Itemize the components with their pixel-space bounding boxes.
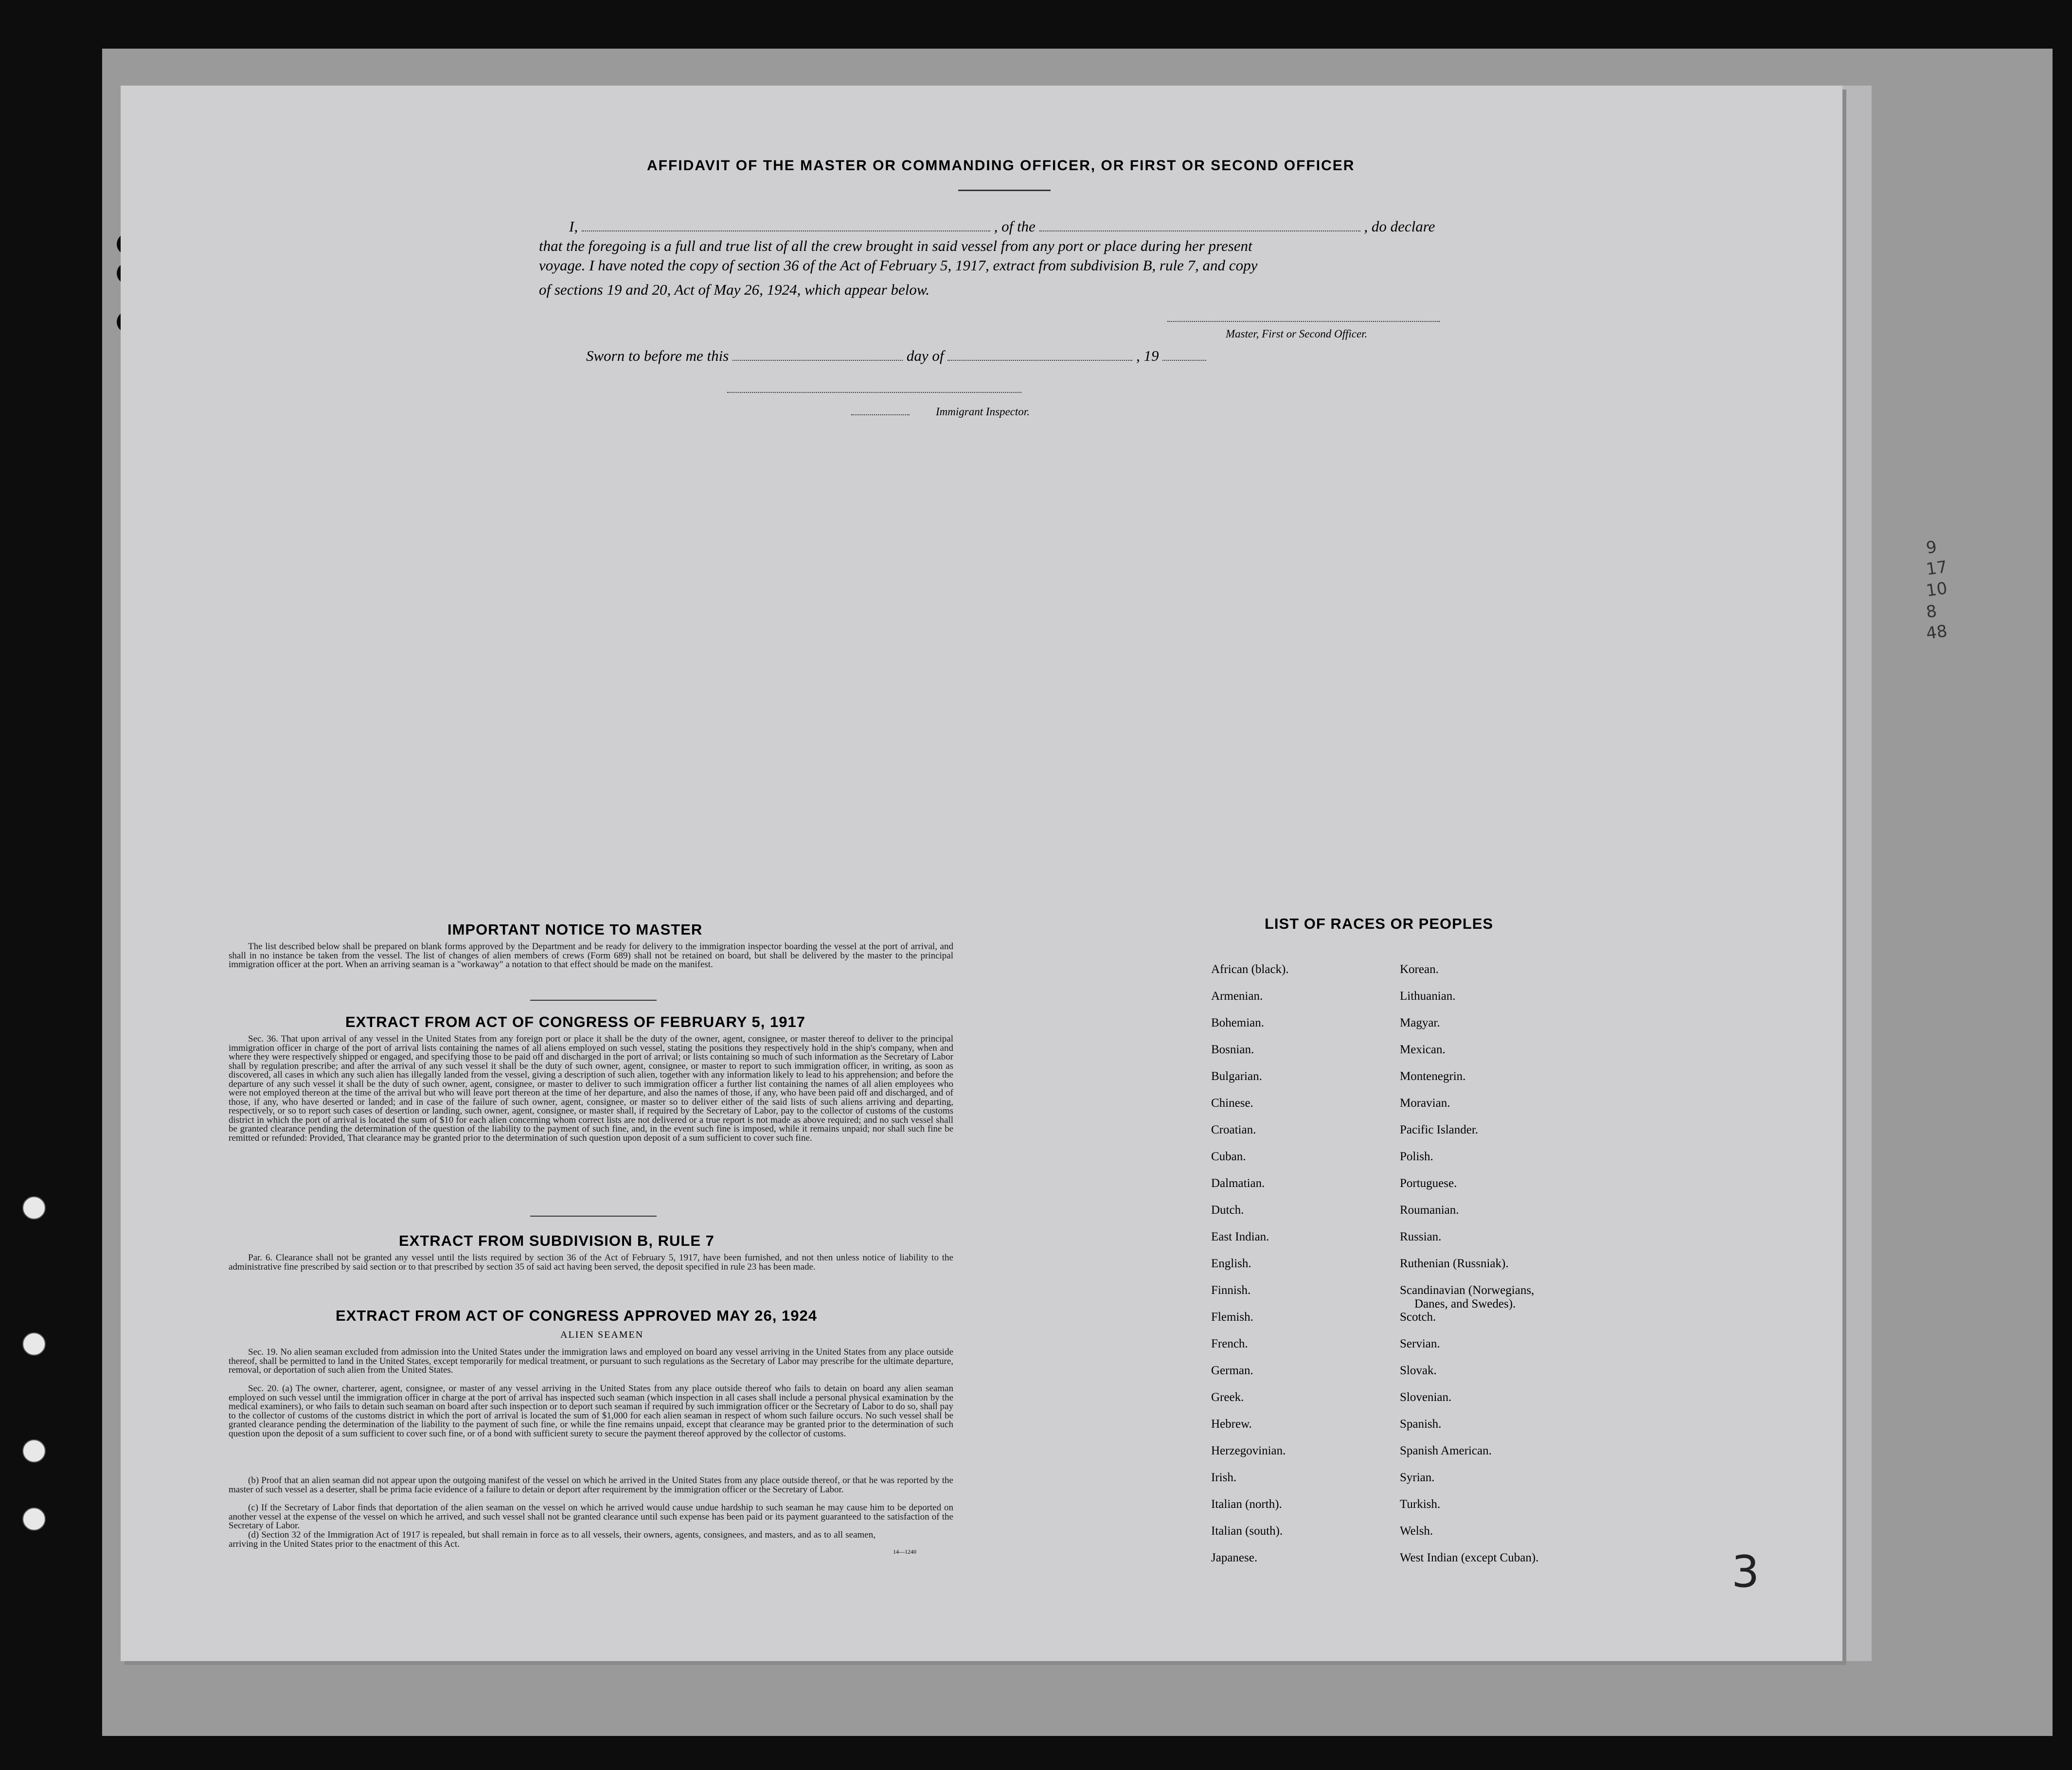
race-item: Greek. xyxy=(1211,1391,1244,1404)
sworn-line xyxy=(586,346,1206,366)
handwritten-number: 8 xyxy=(1925,601,1938,622)
binder-hole xyxy=(22,1332,46,1356)
affidavit-line-4: of sections 19 and 20, Act of May 26, 1924, which appear below. xyxy=(539,281,930,298)
race-item: Bohemian. xyxy=(1211,1016,1265,1029)
sec19-text: Sec. 19. No alien seaman excluded from admission into the United States under the immigration laws and employed on board any vessel arriving in the United States from any place outside thereof, shall be permitted to land in the United States, except temporarily for medical treatment, or pursuant to such regulations as the Secretary of Labor may prescribe for the ultimate departure, removal, or deportation of such alien from the United States. xyxy=(229,1347,953,1375)
race-item: English. xyxy=(1211,1257,1251,1270)
affidavit-line-1 xyxy=(569,217,1435,236)
sec20d-text: (d) Section 32 of the Immigration Act of 1917 is repealed, but shall remain in force as to all vessels, their owners, agents, consignees, and masters, and as to all seamen, arriving in the United States prior to the enactment of this Act. xyxy=(229,1530,875,1549)
race-item: Scandinavian (Norwegians, xyxy=(1400,1284,1535,1297)
race-item: East Indian. xyxy=(1211,1230,1269,1243)
race-item: Spanish. xyxy=(1400,1417,1442,1431)
sworn-month-field[interactable] xyxy=(947,350,1132,361)
extract-rule7-heading: EXTRACT FROM SUBDIVISION B, RULE 7 xyxy=(399,1232,714,1249)
race-item: Bosnian. xyxy=(1211,1043,1254,1056)
master-signature-field[interactable] xyxy=(1167,321,1440,322)
affidavit-line-3: voyage. I have noted the copy of section 36 of the Act of February 5, 1917, extract from subdivision B, rule 7, and copy xyxy=(539,257,1258,274)
form-number: 14—1240 xyxy=(893,1548,916,1555)
extract-1917-text: Sec. 36. That upon arrival of any vessel in the United States from any foreign port or place it shall be the duty of the owner, agent, consignee, or master thereof to deliver to the principal immigration officer in charge of the port of arrival lists containing the names of all aliens employed on such vessel, stating the positions they respectively hold in the ship's company, when and where they were respectively shipped or engaged, and specifying those to be paid off and discharged in the port of arrival; or lists containing so much of such information as the Secretary of Labor shall by regulation prescribe; and after the arrival of any such vessel it shall be the duty of such owner, agent, consignee, or master to report to such immigration officer, in writing, as soon as discovered, all cases in which any such alien has illegally landed from the vessel, giving a description of such alien, together with any information likely to lead to his apprehension; and before the departure of any such vessel it shall be the duty of such owner, agent, consignee, or master to deliver to such immigration officer a further list containing the names of all alien employees who were not employed thereon at the time of the arrival but who will leave port thereon at the time of her departure, and also the names of those, if any, who have been paid off and discharged, and of those, if any, who have deserted or landed; and in case of the failure of such owner, agent, consignee, or master so to deliver either of the said lists of such aliens arriving and departing, respectively, or so to report such cases of desertion or landing, such owner, agent, consignee, or master shall, if required by the Secretary of Labor, pay to the collector of customs of the customs district in which the port of arrival is located the sum of $10 for each alien concerning whom correct lists are not delivered or a true report is not made as above required; and no such vessel shall be granted clearance pending the determination of the question of the liability to the payment of such fine, and, in the event such fine is imposed, while it remains unpaid; nor shall such fine be remitted or refunded: Provided, That clearance may be granted prior to the determination of such question upon deposit of a sum sufficient to cover such fine. xyxy=(229,1034,953,1143)
sworn-day-field[interactable] xyxy=(732,350,903,361)
race-item: Slovenian. xyxy=(1400,1391,1452,1404)
race-item: Italian (north). xyxy=(1211,1498,1282,1511)
race-item: Polish. xyxy=(1400,1150,1433,1163)
race-item: Magyar. xyxy=(1400,1016,1440,1029)
day-of-label: day of xyxy=(906,347,944,364)
year-label: , 19 xyxy=(1136,347,1159,364)
race-item: Chinese. xyxy=(1211,1097,1253,1110)
extract-1924-heading: EXTRACT FROM ACT OF CONGRESS APPROVED MAY 26, 1924 xyxy=(336,1307,817,1324)
sworn-year-field[interactable] xyxy=(1162,350,1206,361)
i-label: I, xyxy=(569,218,578,235)
race-item: Finnish. xyxy=(1211,1284,1251,1297)
master-caption: Master, First or Second Officer. xyxy=(1226,328,1368,340)
extract-rule7-text: Par. 6. Clearance shall not be granted any vessel until the lists required by section 36 of the Act of February 5, 1917, have been furnished, and not then unless notice of liability to the administrative fine prescribed by said section or to that prescribed by section 35 of said act having been served, the deposit specified in rule 23 has been made. xyxy=(229,1253,953,1272)
race-item: Ruthenian (Russniak). xyxy=(1400,1257,1509,1270)
race-item: Armenian. xyxy=(1211,990,1263,1003)
race-item: Turkish. xyxy=(1400,1498,1441,1511)
extract-1917-heading: EXTRACT FROM ACT OF CONGRESS OF FEBRUARY 5, 1917 xyxy=(345,1013,805,1030)
race-item: Dutch. xyxy=(1211,1204,1244,1217)
sec20b-text: (b) Proof that an alien seaman did not appear upon the outgoing manifest of the vessel on which he arrived in the United States from any place outside thereof, or that he was reported by the master of such vessel as a deserter, shall be prima facie evidence of a failure to detain or deport after requirement by the immigration officer or the Secretary of Labor. xyxy=(229,1475,953,1495)
inspector-signature-field-2[interactable] xyxy=(851,414,910,415)
race-item: German. xyxy=(1211,1364,1253,1377)
inspector-signature-field[interactable] xyxy=(727,392,1021,393)
race-item: Mexican. xyxy=(1400,1043,1446,1056)
race-item: Flemish. xyxy=(1211,1310,1253,1324)
binder-hole xyxy=(22,1507,46,1531)
race-item: Bulgarian. xyxy=(1211,1070,1262,1083)
race-item: Cuban. xyxy=(1211,1150,1246,1163)
race-item: French. xyxy=(1211,1337,1248,1350)
inspector-caption: Immigrant Inspector. xyxy=(936,406,1030,418)
handwritten-number: 17 xyxy=(1925,557,1949,580)
race-item: Moravian. xyxy=(1400,1097,1450,1110)
race-item: Hebrew. xyxy=(1211,1417,1252,1431)
race-item: Japanese. xyxy=(1211,1551,1258,1564)
handwritten-margin-numbers xyxy=(1926,535,1965,642)
race-item: Syrian. xyxy=(1400,1471,1435,1484)
handwritten-number: 9 xyxy=(1925,537,1938,558)
race-item: West Indian (except Cuban). xyxy=(1400,1551,1539,1564)
race-item: Welsh. xyxy=(1400,1524,1433,1538)
sec20a-text: Sec. 20. (a) The owner, charterer, agent, consignee, or master of any vessel arriving in the United States from any place outside thereof who fails to detain on board any alien seaman employed on such vessel until the immigration officer in charge at the port of arrival has inspected such seaman (which inspection in all cases shall include a personal physical examination by the medical examiners), or who fails to detain such seaman on board after such inspection or to deport such seaman if required by such immigration officer or the Secretary of Labor to do so, shall pay to the collector of customs of the customs district in which the port of arrival is located the sum of $1,000 for each alien seaman in respect of whom such failure occurs. No such vessel shall be granted clearance pending the determination of the liability to the payment of such fine, or while the fine remains unpaid, except that clearance may be granted prior to the determination of such question upon the deposit of a sum sufficient to cover such fine, or of a bond with sufficient surety to secure the payment thereof approved by the collector of customs. xyxy=(229,1383,953,1439)
race-item: Slovak. xyxy=(1400,1364,1437,1377)
binder-hole xyxy=(22,1196,46,1220)
title-divider xyxy=(958,190,1051,191)
handwritten-page-mark: 3 xyxy=(1732,1546,1760,1597)
race-item: Herzegovinian. xyxy=(1211,1444,1286,1457)
race-item: Croatian. xyxy=(1211,1123,1256,1136)
race-item: Korean. xyxy=(1400,963,1439,976)
declare-label: , do declare xyxy=(1364,218,1435,235)
handwritten-number: 48 xyxy=(1925,621,1949,644)
race-item: Pacific Islander. xyxy=(1400,1123,1479,1136)
race-item: Spanish American. xyxy=(1400,1444,1492,1457)
binder-hole xyxy=(22,1439,46,1463)
race-item: Montenegrin. xyxy=(1400,1070,1466,1083)
sec20c-text: (c) If the Secretary of Labor finds that deportation of the alien seaman on the vessel on which he arrived would cause undue hardship to such seaman he may cause him to be deported on another vessel at the expense of the vessel on which he arrived, and such vessel shall not be granted clearance until such expense has been paid or its payment guaranteed to the satisfaction of the Secretary of Labor. xyxy=(229,1503,953,1531)
affidavit-title: AFFIDAVIT OF THE MASTER OR COMMANDING OFFICER, OR FIRST OR SECOND OFFICER xyxy=(647,158,1355,174)
race-item: Dalmatian. xyxy=(1211,1177,1265,1190)
race-item: Irish. xyxy=(1211,1471,1237,1484)
race-item-continued: Danes, and Swedes). xyxy=(1414,1297,1516,1310)
handwritten-number: 10 xyxy=(1925,578,1949,601)
race-item: Lithuanian. xyxy=(1400,990,1456,1003)
alien-seamen-subheading: ALIEN SEAMEN xyxy=(560,1329,644,1340)
race-item: Italian (south). xyxy=(1211,1524,1283,1538)
races-heading: LIST OF RACES OR PEOPLES xyxy=(1265,915,1494,932)
affidavit-line-2: that the foregoing is a full and true list of all the crew brought in said vessel from any port or place during her present xyxy=(539,237,1252,254)
sheet-edge xyxy=(1842,86,1872,1661)
section-divider xyxy=(530,1000,657,1001)
race-item: Servian. xyxy=(1400,1337,1440,1350)
notice-heading: IMPORTANT NOTICE TO MASTER xyxy=(447,921,703,938)
race-item: Portuguese. xyxy=(1400,1177,1457,1190)
master-name-field[interactable] xyxy=(582,221,990,231)
section-divider xyxy=(530,1216,657,1217)
vessel-name-field[interactable] xyxy=(1039,221,1360,231)
of-the-label: , of the xyxy=(994,218,1036,235)
race-item: Russian. xyxy=(1400,1230,1442,1243)
notice-text: The list described below shall be prepared on blank forms approved by the Department and be ready for delivery to the immigration inspector boarding the vessel at the port of arrival, and shall in no instance be taken from the vessel. The list of changes of alien members of crews (Form 689) shall not be retained on board, but shall be delivered by the master to the principal immigration officer at the port. When an arriving seaman is a "workaway" a notation to that effect should be made on the manifest. xyxy=(229,941,953,970)
race-item: African (black). xyxy=(1211,963,1289,976)
race-item: Scotch. xyxy=(1400,1310,1436,1324)
race-item: Roumanian. xyxy=(1400,1204,1459,1217)
sworn-label: Sworn to before me this xyxy=(586,347,729,364)
